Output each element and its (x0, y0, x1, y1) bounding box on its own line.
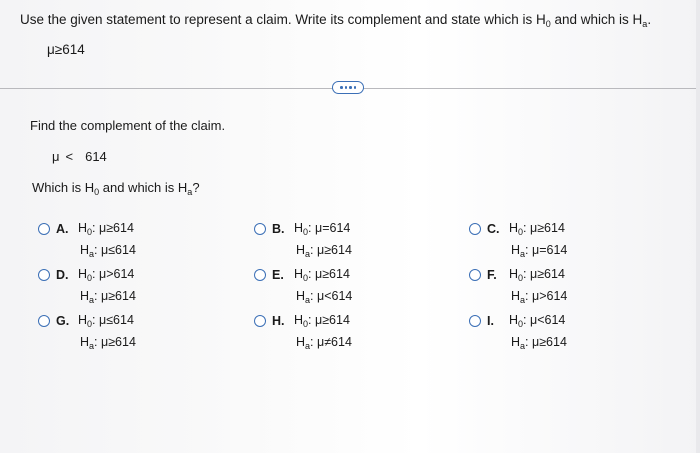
complement-answer (52, 149, 107, 164)
option-g-ha: $H_a$: μ≥614 (80, 335, 136, 351)
complement-symbol: μ (52, 149, 60, 164)
option-b-ha: $H_a$: μ≥614 (296, 243, 352, 259)
ellipsis-icon (340, 86, 356, 89)
option-i-h0: $H_0$: μ<614 (509, 313, 566, 329)
option-g-h0: $H_0$: μ≤614 (78, 313, 134, 329)
radio-button[interactable] (469, 223, 481, 235)
radio-button[interactable] (254, 269, 266, 281)
option-e-ha: $H_a$: μ<614 (296, 289, 353, 305)
option-b-h0: $H_0$: μ=614 (294, 221, 351, 237)
radio-button[interactable] (38, 223, 50, 235)
option-g[interactable]: G. $H_0$: μ≤614 $H_a$: μ≥614 (38, 314, 136, 355)
radio-button[interactable] (38, 269, 50, 281)
option-c-h0: $H_0$: μ≥614 (509, 221, 565, 237)
expand-more-button[interactable] (332, 81, 364, 94)
radio-button[interactable] (469, 315, 481, 327)
option-f-h0: $H_0$: μ≥614 (509, 267, 565, 283)
option-i[interactable]: I. $H_0$: μ<614 $H_a$: μ≥614 (469, 314, 567, 355)
option-a[interactable]: A. $H_0$: μ≥614 $H_a$: μ≤614 (38, 222, 136, 263)
option-f[interactable]: F. $H_0$: μ≥614 $H_a$: μ>614 (469, 268, 567, 309)
option-e[interactable]: E. $H_0$: μ≥614 $H_a$: μ<614 (254, 268, 352, 309)
option-a-ha: $H_a$: μ≤614 (80, 243, 136, 259)
option-d-ha: $H_a$: μ≥614 (80, 289, 136, 305)
complement-value-field[interactable]: 614 (85, 149, 107, 164)
option-b[interactable]: B. $H_0$: μ=614 $H_a$: μ≥614 (254, 222, 352, 263)
question-text: Use the given statement to represent a claim. Write its complement and state which is $H_0$ and which is $H_a$. (20, 12, 652, 29)
radio-button[interactable] (254, 315, 266, 327)
complement-prompt: Find the complement of the claim. (30, 118, 226, 133)
which-prompt: Which is $H_0$ and which is $H_a$? (32, 180, 200, 197)
window-edge (696, 0, 700, 453)
complement-operator-select[interactable]: < (65, 149, 74, 164)
option-d[interactable]: D. $H_0$: μ>614 $H_a$: μ≥614 (38, 268, 136, 309)
option-h[interactable]: H. $H_0$: μ≥614 $H_a$: μ≠614 (254, 314, 352, 355)
radio-button[interactable] (254, 223, 266, 235)
option-d-h0: $H_0$: μ>614 (78, 267, 135, 283)
option-h-h0: $H_0$: μ≥614 (294, 313, 350, 329)
claim-statement: μ≥614 (47, 42, 85, 57)
option-c[interactable]: C. $H_0$: μ≥614 $H_a$: μ=614 (469, 222, 567, 263)
option-e-h0: $H_0$: μ≥614 (294, 267, 350, 283)
radio-button[interactable] (38, 315, 50, 327)
option-f-ha: $H_a$: μ>614 (511, 289, 568, 305)
option-c-ha: $H_a$: μ=614 (511, 243, 568, 259)
radio-button[interactable] (469, 269, 481, 281)
option-h-ha: $H_a$: μ≠614 (296, 335, 352, 351)
option-i-ha: $H_a$: μ≥614 (511, 335, 567, 351)
option-a-h0: $H_0$: μ≥614 (78, 221, 134, 237)
